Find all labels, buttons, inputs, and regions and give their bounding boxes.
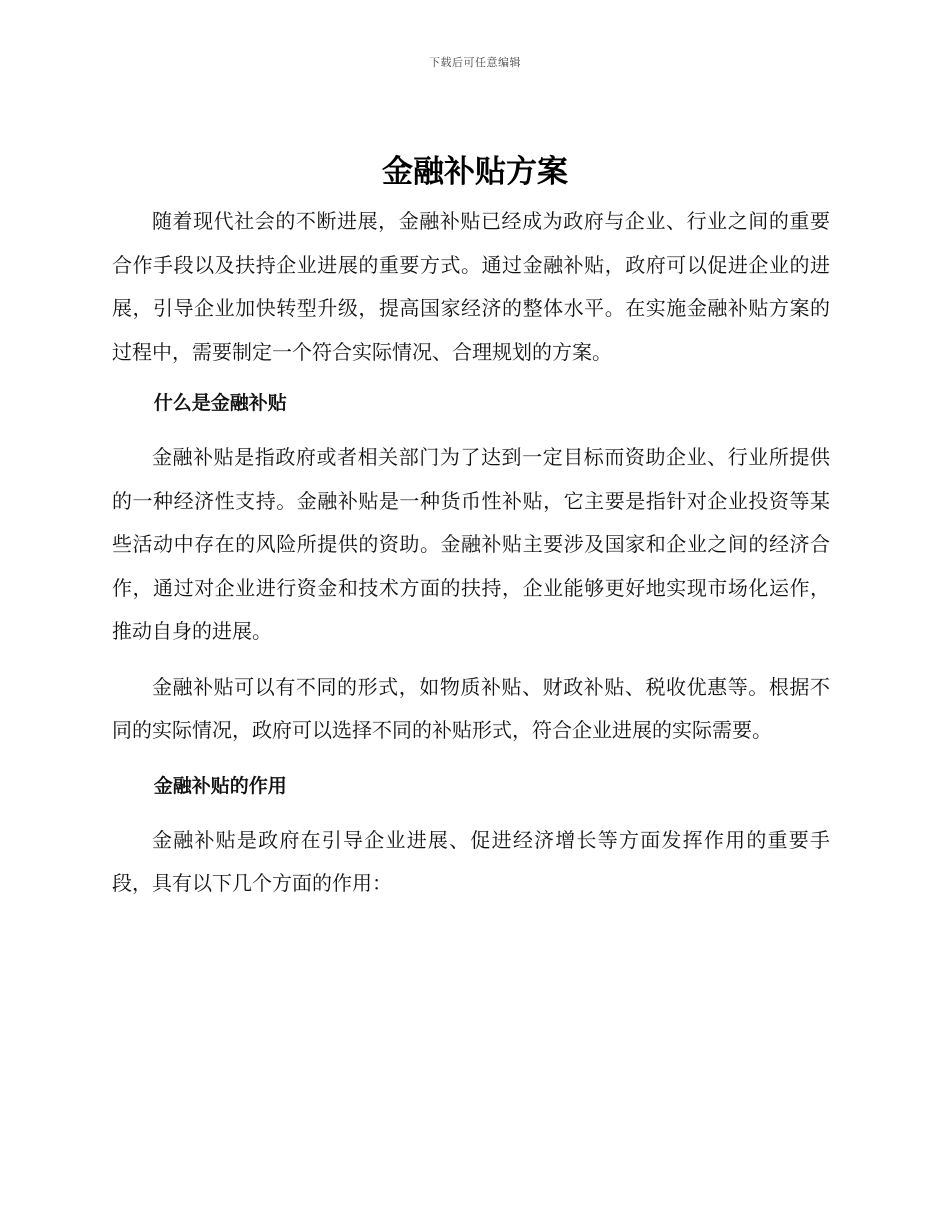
document-title: 金融补贴方案 xyxy=(382,154,568,190)
definition-paragraph-1: 金融补贴是指政府或者相关部门为了达到一定目标而资助企业、行业所提供的一种经济性支持。金融补贴是一种货币性补贴，它主要是指针对企业投资等某些活动中存在的风险所提供的资助。金融补贴主要涉及国家和企业之间的经济合作，通过对企业进行资金和技术方面的扶持，企业能够更好地实现市场化运作，推动自身的进展。 xyxy=(112,445,830,643)
page-header-note: 下载后可任意编辑 xyxy=(429,56,521,69)
intro-paragraph: 随着现代社会的不断进展，金融补贴已经成为政府与企业、行业之间的重要合作手段以及扶持企业进展的重要方式。通过金融补贴，政府可以促进企业的进展，引导企业加快转型升级，提高国家经济的整体水平。在实施金融补贴方案的过程中，需要制定一个符合实际情况、合理规划的方案。 xyxy=(112,209,830,364)
section-heading-definition: 什么是金融补贴 xyxy=(153,392,287,414)
function-paragraph: 金融补贴是政府在引导企业进展、促进经济增长等方面发挥作用的重要手段，具有以下几个方面的作用： xyxy=(112,827,830,895)
section-heading-function: 金融补贴的作用 xyxy=(153,774,287,797)
document-body xyxy=(112,200,830,918)
definition-paragraph-2: 金融补贴可以有不同的形式，如物质补贴、财政补贴、税收优惠等。根据不同的实际情况，政府可以选择不同的补贴形式，符合企业进展的实际需要。 xyxy=(112,674,830,742)
